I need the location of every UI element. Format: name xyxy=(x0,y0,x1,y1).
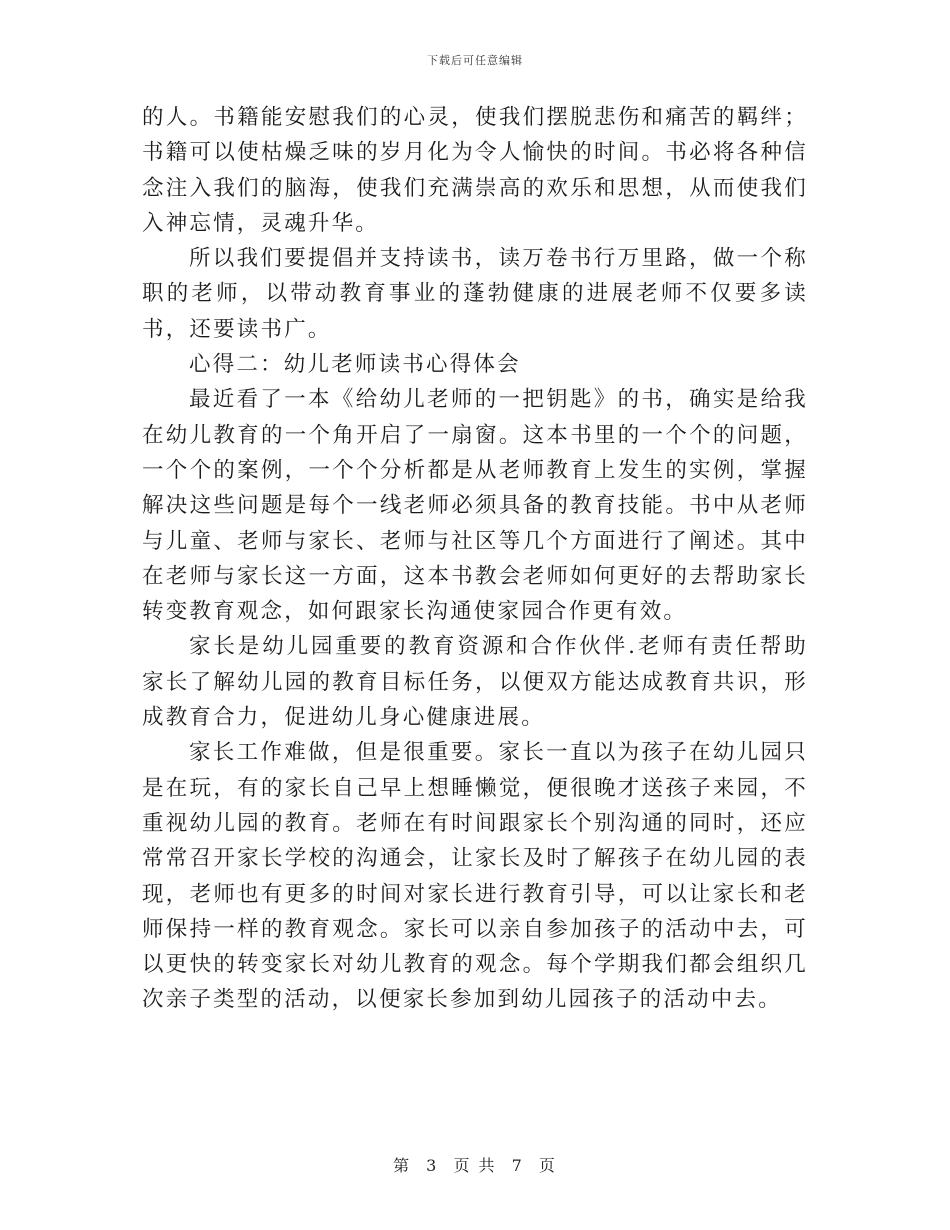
document-body xyxy=(142,100,808,1018)
paragraph-4: 家长是幼儿园重要的教育资源和合作伙伴.老师有责任帮助家长了解幼儿园的教育目标任务，以便双方能达成教育共识，形成教育合力，促进幼儿身心健康进展。 xyxy=(142,634,808,731)
footer-suffix: 页 xyxy=(538,1156,557,1175)
footer-current-page: 3 xyxy=(426,1156,439,1175)
paragraph-3: 最近看了一本《给幼儿老师的一把钥匙》的书，确实是给我在幼儿教育的一个角开启了一扇窗。这本书里的一个个的问题，一个个的案例，一个个分析都是从老师教育上发生的实例，掌握解决这些问题是每个一线老师必须具备的教育技能。书中从老师与儿童、老师与家长、老师与社区等几个方面进行了阐述。其中在老师与家长这一方面，这本书教会老师如何更好的去帮助家长转变教育观念，如何跟家长沟通使家园合作更有效。 xyxy=(142,387,808,625)
paragraph-1: 的人。书籍能安慰我们的心灵，使我们摆脱悲伤和痛苦的羁绊；书籍可以使枯燥乏味的岁月化为令人愉快的时间。书必将各种信念注入我们的脑海，使我们充满崇高的欢乐和思想，从而使我们入神忘情，灵魂升华。 xyxy=(142,105,808,236)
footer-total-pages: 7 xyxy=(511,1156,524,1175)
footer-prefix: 第 xyxy=(393,1156,412,1175)
paragraph-5: 家长工作难做，但是很重要。家长一直以为孩子在幼儿园只是在玩，有的家长自己早上想睡懒觉，便很晚才送孩子来园，不重视幼儿园的教育。老师在有时间跟家长个别沟通的同时，还应常常召开家长学校的沟通会，让家长及时了解孩子在幼儿园的表现，老师也有更多的时间对家长进行教育引导，可以让家长和老师保持一样的教育观念。家长可以亲自参加孩子的活动中去，可以更快的转变家长对幼儿教育的观念。每个学期我们都会组织几次亲子类型的活动，以便家长参加到幼儿园孩子的活动中去。 xyxy=(142,740,808,1013)
page-header: 下载后可任意编辑 xyxy=(427,54,523,67)
section-heading: 心得二：幼儿老师读书心得体会 xyxy=(189,352,521,378)
footer-middle: 页 共 xyxy=(453,1156,497,1175)
paragraph-2: 所以我们要提倡并支持读书，读万卷书行万里路，做一个称职的老师，以带动教育事业的蓬勃健康的进展老师不仅要多读书，还要读书广。 xyxy=(142,246,808,342)
page-footer xyxy=(0,1153,950,1176)
